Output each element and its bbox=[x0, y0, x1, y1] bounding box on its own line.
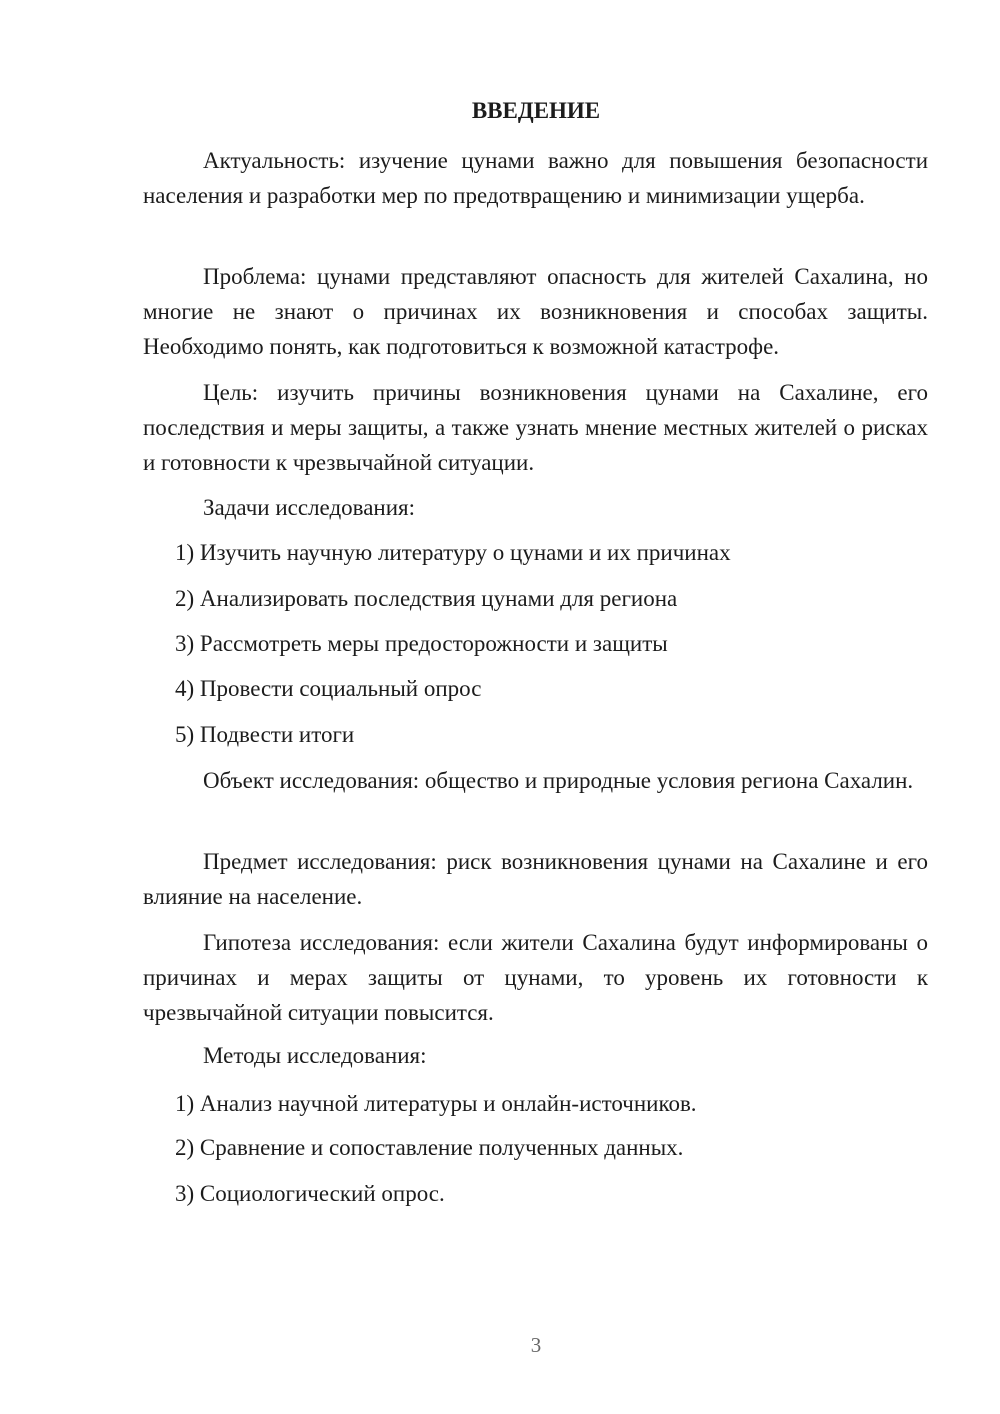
page-heading: ВВЕДЕНИЕ bbox=[471, 98, 601, 123]
task-item-3: 3) Рассмотреть меры предосторожности и защиты bbox=[175, 631, 668, 656]
task-item-2: 2) Анализировать последствия цунами для региона bbox=[175, 586, 678, 611]
tasks-title: Задачи исследования: bbox=[203, 495, 416, 520]
method-item-2: 2) Сравнение и сопоставление полученных данных. bbox=[175, 1135, 684, 1160]
task-item-1: 1) Изучить научную литературу о цунами и их причинах bbox=[175, 540, 731, 565]
paragraph-goal: Цель: изучить причины возникновения цунами на Сахалине, его последствия и меры защиты, а также узнать мнение местных жителей о рисках и готовности к чрезвычайной ситуации. bbox=[143, 380, 928, 475]
method-item-1: 1) Анализ научной литературы и онлайн-источников. bbox=[175, 1091, 697, 1116]
methods-title: Методы исследования: bbox=[203, 1043, 427, 1068]
page-number: 3 bbox=[530, 1333, 542, 1357]
task-item-5: 5) Подвести итоги bbox=[175, 722, 355, 747]
paragraph-hypothesis: Гипотеза исследования: если жители Сахалина будут информированы о причинах и мерах защиты от цунами, то уровень их готовности к чрезвычайной ситуации повысится. bbox=[143, 930, 928, 1025]
method-item-3: 3) Социологический опрос. bbox=[175, 1181, 445, 1206]
task-item-4: 4) Провести социальный опрос bbox=[175, 676, 482, 701]
paragraph-relevance: Актуальность: изучение цунами важно для повышения безопасности населения и разработки мер по предотвращению и минимизации ущерба. bbox=[143, 148, 928, 208]
paragraph-object: Объект исследования: общество и природные условия региона Сахалин. bbox=[203, 768, 914, 793]
paragraph-subject: Предмет исследования: риск возникновения цунами на Сахалине и его влияние на население. bbox=[143, 849, 928, 909]
paragraph-problem: Проблема: цунами представляют опасность для жителей Сахалина, но многие не знают о причинах их возникновения и способах защиты. Необходимо понять, как подготовиться к возможной катастрофе. bbox=[143, 264, 928, 359]
